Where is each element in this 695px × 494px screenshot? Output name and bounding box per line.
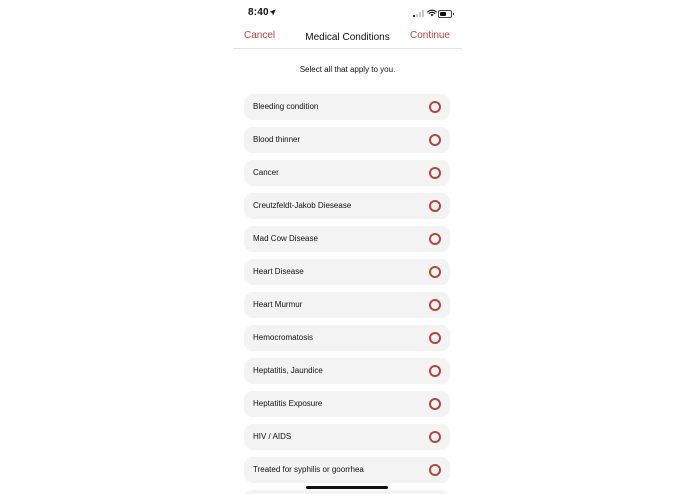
radio-unchecked-icon[interactable] [429, 332, 441, 344]
radio-unchecked-icon[interactable] [429, 101, 441, 113]
condition-item-hiv-aids[interactable] [244, 424, 450, 450]
condition-label: Creutzfeldt-Jakob Diesease [253, 201, 352, 210]
radio-unchecked-icon[interactable] [429, 200, 441, 212]
radio-unchecked-icon[interactable] [429, 299, 441, 311]
condition-item-heptatitis-jaundice[interactable] [244, 358, 450, 384]
condition-item-heart-disease[interactable] [244, 259, 450, 285]
page-title: Medical Conditions [305, 32, 390, 43]
condition-item-blood-thinner[interactable] [244, 127, 450, 153]
condition-label: Heptatitis, Jaundice [253, 366, 323, 375]
status-time: 8:40 [248, 7, 269, 18]
condition-label: Heptatitis Exposure [253, 399, 323, 408]
condition-label: Treated for syphilis or goorrhea [253, 465, 364, 474]
phone-screen [233, 0, 462, 494]
condition-item-mad-cow-disease[interactable] [244, 226, 450, 252]
home-indicator[interactable] [306, 486, 388, 489]
radio-unchecked-icon[interactable] [429, 266, 441, 278]
condition-label: Heart Murmur [253, 300, 303, 309]
condition-item-treated-syphilis[interactable] [244, 457, 450, 483]
condition-label: Hemocromatosis [253, 333, 314, 342]
condition-label: Heart Disease [253, 267, 304, 276]
radio-unchecked-icon[interactable] [429, 398, 441, 410]
condition-label: Blood thinner [253, 135, 301, 144]
radio-unchecked-icon[interactable] [429, 464, 441, 476]
condition-item-partially-visible[interactable] [244, 490, 450, 494]
radio-unchecked-icon[interactable] [429, 233, 441, 245]
instruction-text: Select all that apply to you. [299, 65, 396, 74]
radio-unchecked-icon[interactable] [429, 365, 441, 377]
location-arrow-icon [269, 9, 276, 16]
condition-item-cancer[interactable] [244, 160, 450, 186]
radio-unchecked-icon[interactable] [429, 167, 441, 179]
condition-label: Mad Cow Disease [253, 234, 318, 243]
condition-item-heptatitis-exposure[interactable] [244, 391, 450, 417]
radio-unchecked-icon[interactable] [429, 134, 441, 146]
continue-button[interactable]: Continue [409, 30, 450, 41]
battery-icon [438, 10, 452, 18]
conditions-list [244, 94, 450, 494]
condition-item-heart-murmur[interactable] [244, 292, 450, 318]
condition-label: HIV / AIDS [253, 432, 292, 441]
radio-unchecked-icon[interactable] [429, 431, 441, 443]
condition-item-creutzfeldt-jakob[interactable] [244, 193, 450, 219]
condition-item-bleeding-condition[interactable] [244, 94, 450, 120]
wifi-icon [427, 9, 437, 17]
navigation-bar [233, 27, 462, 49]
cancel-button[interactable]: Cancel [244, 30, 276, 41]
condition-item-hemocromatosis[interactable] [244, 325, 450, 351]
condition-label: Cancer [253, 168, 279, 177]
cellular-signal-icon [413, 10, 425, 17]
condition-label: Bleeding condition [253, 102, 319, 111]
status-bar [233, 0, 462, 26]
